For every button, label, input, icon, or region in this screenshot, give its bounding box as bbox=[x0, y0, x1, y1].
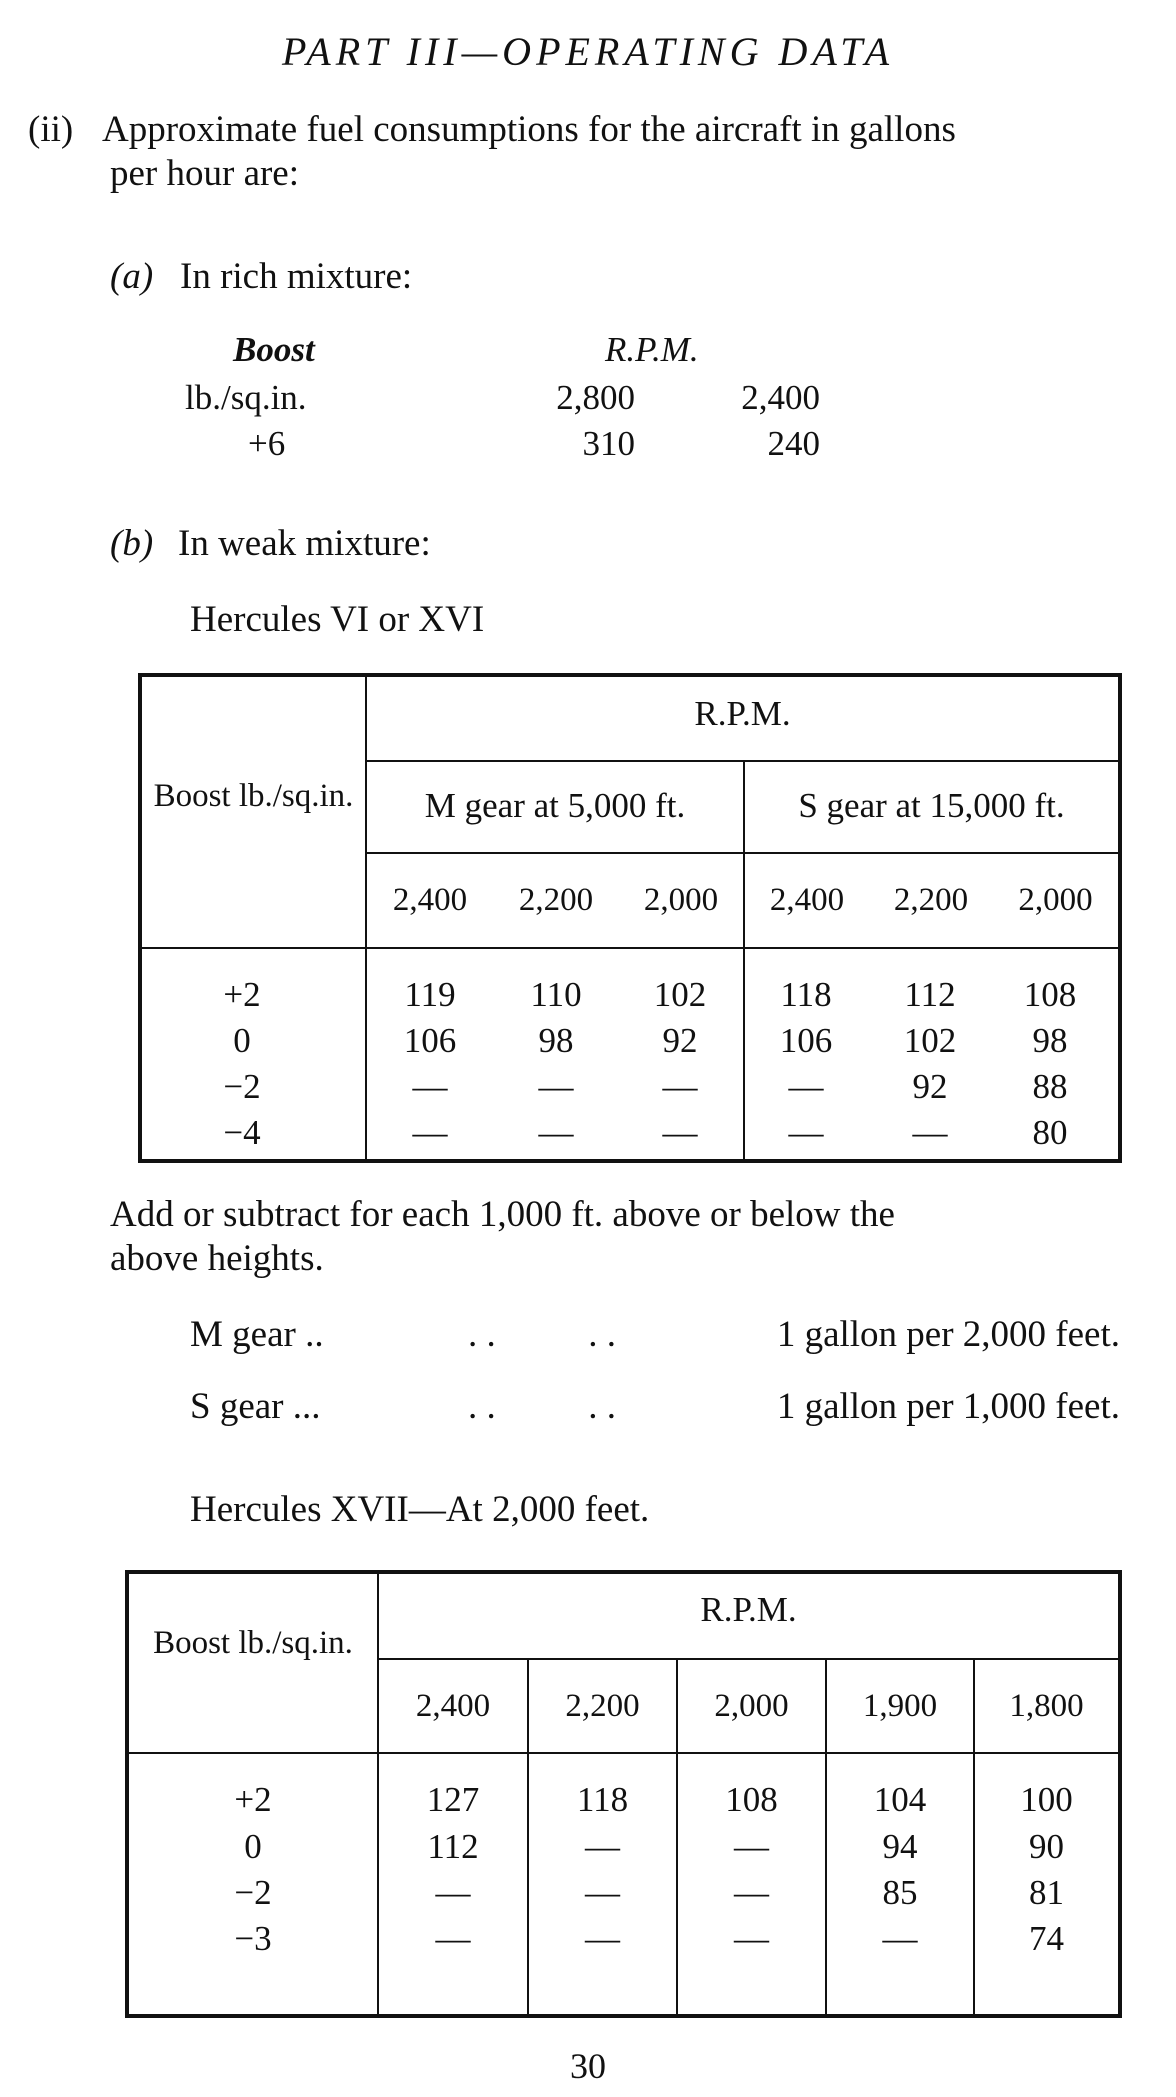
weak-heading: In weak mixture: bbox=[178, 523, 431, 564]
xvii-cell: — bbox=[435, 1919, 471, 1958]
m-gear-label: M gear .. bbox=[190, 1314, 324, 1355]
weak-rpm-header: R.P.M. bbox=[694, 694, 791, 733]
weak-cell: 106 bbox=[403, 1021, 457, 1060]
weak-cell: 92 bbox=[662, 1021, 698, 1060]
weak-rpm-col-4: 2,400 bbox=[769, 882, 845, 918]
xvii-cell: 108 bbox=[725, 1780, 778, 1819]
xvii-cell: 85 bbox=[882, 1873, 918, 1912]
weak-engine-title: Hercules VI or XVI bbox=[190, 599, 485, 640]
weak-cell: 92 bbox=[912, 1067, 948, 1106]
rich-value-1: 310 bbox=[582, 424, 635, 463]
xvii-cell: 81 bbox=[1029, 1873, 1064, 1912]
weak-cell: 108 bbox=[1023, 975, 1077, 1014]
section-label: (ii) bbox=[28, 109, 74, 150]
rich-value-2: 240 bbox=[767, 424, 820, 463]
xvii-rpm-col-3: 2,000 bbox=[714, 1688, 789, 1724]
xvii-cell: 100 bbox=[1020, 1780, 1073, 1819]
weak-cell: 98 bbox=[538, 1021, 574, 1060]
weak-cell: 118 bbox=[780, 975, 832, 1014]
weak-cell: — bbox=[788, 1067, 824, 1106]
weak-rpm-col-5: 2,200 bbox=[893, 882, 969, 918]
xvii-rpm-col-1: 2,400 bbox=[415, 1688, 491, 1724]
xvii-boost-header bbox=[129, 1622, 377, 1664]
xvii-cell: 94 bbox=[882, 1827, 918, 1866]
weak-cell: 88 bbox=[1032, 1067, 1068, 1106]
m-gear-leader: . . . . bbox=[468, 1314, 616, 1355]
xvii-cell: — bbox=[585, 1873, 620, 1912]
weak-cell: — bbox=[412, 1067, 448, 1106]
page-number: 30 bbox=[570, 2046, 606, 2086]
xvii-engine-title: Hercules XVII—At 2,000 feet. bbox=[190, 1489, 650, 1530]
s-gear-leader: . . . . bbox=[468, 1386, 616, 1427]
xvii-row-boost: +2 bbox=[234, 1780, 272, 1819]
note-line-1: Add or subtract for each 1,000 ft. above or below the bbox=[110, 1194, 895, 1235]
intro-line-1: Approximate fuel consumptions for the aircraft in gallons bbox=[102, 109, 956, 150]
weak-cell: 102 bbox=[653, 975, 707, 1014]
xvii-cell: 104 bbox=[873, 1780, 927, 1819]
weak-rpm-col-6: 2,000 bbox=[1018, 882, 1093, 918]
weak-boost-header bbox=[142, 776, 365, 816]
page-header: PART III—OPERATING DATA bbox=[281, 29, 894, 74]
rich-heading: In rich mixture: bbox=[180, 256, 413, 297]
m-gear-header: M gear at 5,000 ft. bbox=[424, 786, 686, 825]
weak-cell: — bbox=[662, 1067, 698, 1106]
weak-row-boost: +2 bbox=[223, 975, 261, 1014]
weak-cell: — bbox=[538, 1113, 574, 1152]
rich-label: (a) bbox=[110, 256, 154, 297]
xvii-cell: 112 bbox=[427, 1827, 479, 1866]
weak-rpm-col-1: 2,400 bbox=[392, 882, 468, 918]
xvii-row-boost: −3 bbox=[234, 1919, 272, 1958]
s-gear-label: S gear ... bbox=[190, 1386, 321, 1427]
m-gear-value: 1 gallon per 2,000 feet. bbox=[776, 1314, 1120, 1355]
weak-cell: 110 bbox=[530, 975, 582, 1014]
xvii-cell: — bbox=[585, 1919, 620, 1958]
weak-cell: 119 bbox=[404, 975, 456, 1014]
rich-boost-header: Boost bbox=[233, 330, 315, 369]
xvii-cell: — bbox=[734, 1919, 769, 1958]
xvii-rpm-col-2: 2,200 bbox=[565, 1688, 640, 1724]
xvii-boost-header-text: Boost lb./sq.in. bbox=[153, 1625, 353, 1661]
weak-row-boost: −2 bbox=[223, 1067, 261, 1106]
xvii-cell: — bbox=[435, 1873, 471, 1912]
weak-cell: — bbox=[538, 1067, 574, 1106]
weak-cell: 98 bbox=[1032, 1021, 1068, 1060]
weak-row-boost: 0 bbox=[233, 1021, 251, 1060]
weak-cell: 106 bbox=[779, 1021, 833, 1060]
xvii-cell: 127 bbox=[426, 1780, 480, 1819]
xvii-cell: 90 bbox=[1029, 1827, 1064, 1866]
xvii-cell: — bbox=[734, 1827, 769, 1866]
weak-rpm-col-2: 2,200 bbox=[518, 882, 594, 918]
rich-unit: lb./sq.in. bbox=[185, 378, 307, 417]
rich-boost-value: +6 bbox=[248, 424, 286, 463]
xvii-rpm-col-4: 1,900 bbox=[862, 1688, 938, 1724]
rich-rpm-header: R.P.M. bbox=[605, 330, 699, 369]
s-gear-header: S gear at 15,000 ft. bbox=[798, 786, 1065, 825]
xvii-rpm-col-5: 1,800 bbox=[1009, 1688, 1084, 1724]
xvii-rpm-header: R.P.M. bbox=[700, 1590, 797, 1629]
xvii-cell: 74 bbox=[1029, 1919, 1064, 1958]
weak-row-boost: −4 bbox=[223, 1113, 261, 1152]
xvii-cell: — bbox=[585, 1827, 620, 1866]
weak-cell: 80 bbox=[1032, 1113, 1068, 1152]
xvii-cell: 118 bbox=[576, 1780, 629, 1819]
weak-cell: 112 bbox=[904, 975, 956, 1014]
xvii-cell: — bbox=[734, 1873, 769, 1912]
weak-cell: — bbox=[662, 1113, 698, 1152]
weak-rpm-col-3: 2,000 bbox=[643, 882, 719, 918]
note-line-2: above heights. bbox=[110, 1238, 324, 1279]
xvii-row-boost: −2 bbox=[234, 1873, 272, 1912]
weak-cell: — bbox=[912, 1113, 948, 1152]
xvii-cell: — bbox=[882, 1919, 918, 1958]
weak-cell: — bbox=[412, 1113, 448, 1152]
s-gear-value: 1 gallon per 1,000 feet. bbox=[776, 1386, 1120, 1427]
rich-rpm-1: 2,800 bbox=[556, 378, 635, 417]
weak-cell: — bbox=[788, 1113, 824, 1152]
intro-line-2: per hour are: bbox=[110, 153, 300, 194]
rich-rpm-2: 2,400 bbox=[741, 378, 820, 417]
weak-label: (b) bbox=[110, 523, 154, 564]
weak-boost-header-text: Boost lb./sq.in. bbox=[153, 778, 354, 814]
xvii-row-boost: 0 bbox=[244, 1827, 262, 1866]
weak-cell: 102 bbox=[903, 1021, 957, 1060]
